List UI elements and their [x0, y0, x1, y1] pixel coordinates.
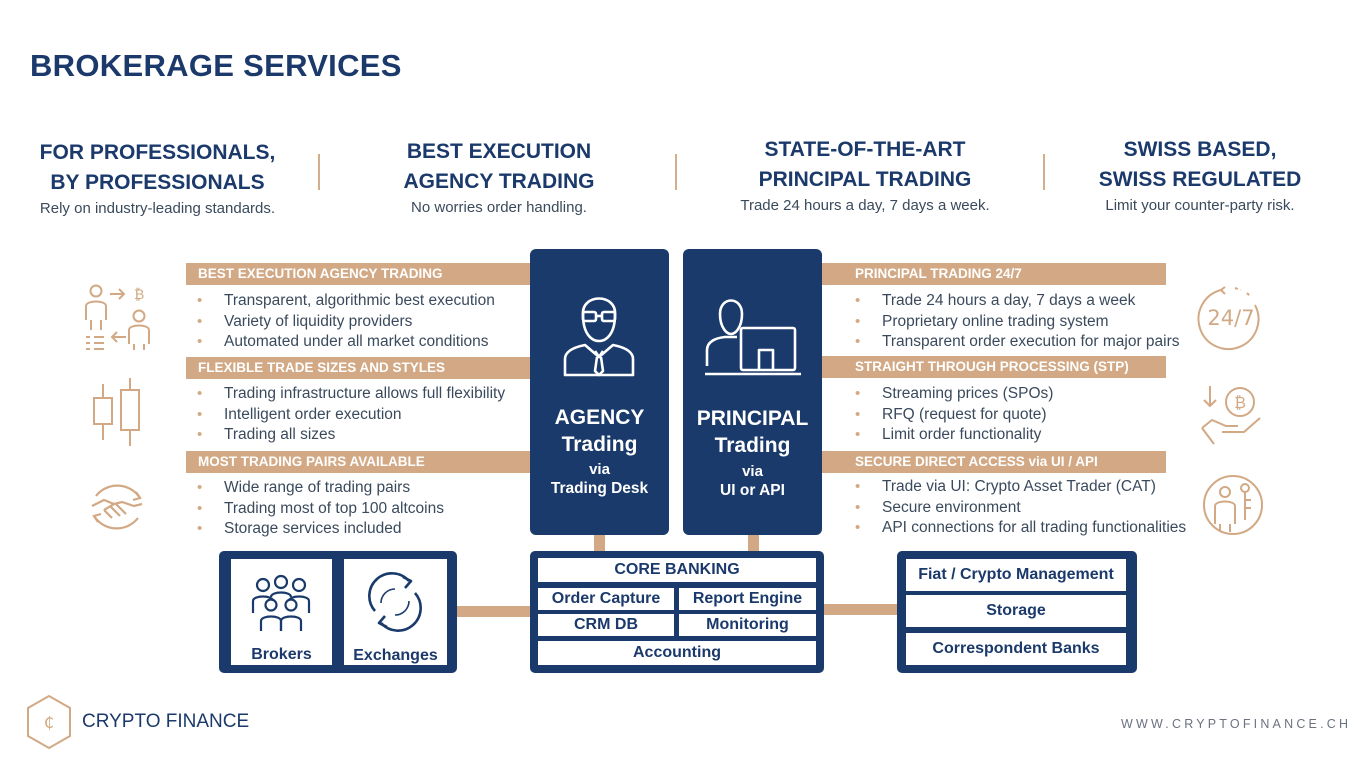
section-title: MOST TRADING PAIRS AVAILABLE — [186, 451, 531, 473]
person-key-icon — [1201, 474, 1265, 536]
workstation-icon — [703, 294, 803, 380]
section-title: BEST EXECUTION AGENCY TRADING — [186, 263, 531, 285]
exchange-people-icon — [82, 282, 154, 352]
bullet-list — [844, 477, 1186, 539]
monitoring: Monitoring — [679, 614, 816, 636]
clock-text: 24/7 — [1207, 306, 1255, 330]
feature-subtitle: Limit your counter-party risk. — [1105, 197, 1295, 214]
bullet-list — [186, 291, 495, 353]
list-item: • Limit order functionality — [844, 425, 1053, 446]
feature-heading: PRINCIPAL TRADING — [758, 168, 972, 191]
fiat-crypto-management: Fiat / Crypto Management — [906, 559, 1126, 591]
list-item: • Variety of liquidity providers — [186, 312, 495, 333]
principal-subtitle: Trading — [714, 434, 791, 457]
feature-heading: BY PROFESSIONALS — [50, 171, 265, 194]
feature-heading: SWISS REGULATED — [1098, 168, 1302, 191]
feature-heading: SWISS BASED, — [1123, 138, 1277, 161]
crypto-finance-logo — [26, 694, 72, 750]
brokers-card — [231, 559, 332, 665]
list-item: • Streaming prices (SPOs) — [844, 384, 1053, 405]
feature-swiss — [1075, 135, 1325, 214]
counterparties-box — [219, 551, 457, 673]
core-banking-box — [530, 551, 824, 673]
divider — [675, 154, 677, 190]
list-item: • Trade via UI: Crypto Asset Trader (CAT) — [844, 477, 1186, 498]
handshake-icon — [86, 476, 148, 538]
agency-channel: Trading Desk — [550, 480, 649, 497]
bullet-list — [186, 478, 444, 540]
agency-via: via — [589, 461, 610, 478]
page-title: BROKERAGE SERVICES — [30, 48, 402, 83]
list-item: • Transparent order execution for major pairs — [844, 332, 1180, 353]
feature-heading: STATE-OF-THE-ART — [764, 138, 966, 161]
feature-subtitle: Rely on industry-leading standards. — [39, 200, 276, 217]
agency-subtitle: Trading — [561, 433, 638, 456]
connector — [455, 606, 532, 617]
principal-trading-panel — [683, 249, 822, 535]
feature-agency — [365, 137, 633, 216]
feature-heading: AGENCY TRADING — [403, 170, 595, 193]
list-item: • Automated under all market conditions — [186, 332, 495, 353]
section-title: PRINCIPAL TRADING 24/7 — [821, 263, 1166, 285]
bullet-list — [844, 291, 1180, 353]
list-item: • Trade 24 hours a day, 7 days a week — [844, 291, 1180, 312]
group-icon — [249, 573, 313, 633]
website-link[interactable]: WWW.CRYPTOFINANCE.CH — [1121, 717, 1352, 731]
list-item: • API connections for all trading functionalities — [844, 518, 1186, 539]
trader-icon — [559, 285, 639, 379]
brand-name: CRYPTO FINANCE — [82, 711, 250, 732]
bitcoin-hand-icon — [1200, 382, 1266, 446]
bullet-list — [186, 384, 505, 446]
list-item: • Transparent, algorithmic best execution — [186, 291, 495, 312]
correspondent-banks: Correspondent Banks — [906, 633, 1126, 665]
feature-heading: BEST EXECUTION — [406, 140, 592, 163]
list-item: • Wide range of trading pairs — [186, 478, 444, 499]
feature-subtitle: Trade 24 hours a day, 7 days a week. — [740, 197, 990, 214]
section-title: SECURE DIRECT ACCESS via UI / API — [821, 451, 1166, 473]
agency-title: AGENCY — [554, 406, 645, 429]
principal-channel: UI or API — [720, 482, 785, 499]
list-item: • Intelligent order execution — [186, 405, 505, 426]
clock-24-7-icon — [1197, 285, 1265, 353]
principal-title: PRINCIPAL — [696, 407, 809, 430]
exchanges-card — [344, 559, 447, 665]
crm-db: CRM DB — [538, 614, 674, 636]
svg-text:₵: ₵ — [43, 713, 55, 732]
svg-text:₿: ₿ — [134, 287, 145, 303]
report-engine: Report Engine — [679, 588, 816, 610]
svg-text:₿: ₿ — [1234, 393, 1246, 412]
exchanges-label: Exchanges — [353, 647, 438, 664]
divider — [1043, 154, 1045, 190]
connector — [821, 604, 899, 615]
list-item: • Proprietary online trading system — [844, 312, 1180, 333]
list-item: • RFQ (request for quote) — [844, 405, 1053, 426]
section-title: FLEXIBLE TRADE SIZES AND STYLES — [186, 357, 531, 379]
feature-principal — [720, 135, 1010, 214]
feature-subtitle: No worries order handling. — [411, 199, 587, 216]
principal-via: via — [742, 463, 763, 480]
list-item: • Secure environment — [844, 498, 1186, 519]
candlestick-icon — [90, 376, 144, 448]
divider — [318, 154, 320, 190]
list-item: • Trading all sizes — [186, 425, 505, 446]
feature-heading: FOR PROFESSIONALS, — [39, 141, 276, 164]
custody-box — [897, 551, 1137, 673]
list-item: • Trading most of top 100 altcoins — [186, 499, 444, 520]
storage: Storage — [906, 595, 1126, 627]
section-title: STRAIGHT THROUGH PROCESSING (STP) — [821, 356, 1166, 378]
feature-professionals — [20, 138, 295, 217]
accounting: Accounting — [538, 641, 816, 665]
core-banking-header: CORE BANKING — [538, 558, 816, 582]
list-item: • Trading infrastructure allows full flexibility — [186, 384, 505, 405]
refresh-icon — [365, 571, 425, 633]
bullet-list — [844, 384, 1053, 446]
agency-trading-panel — [530, 249, 669, 535]
order-capture: Order Capture — [538, 588, 674, 610]
list-item: • Storage services included — [186, 519, 444, 540]
brokers-label: Brokers — [251, 646, 312, 663]
